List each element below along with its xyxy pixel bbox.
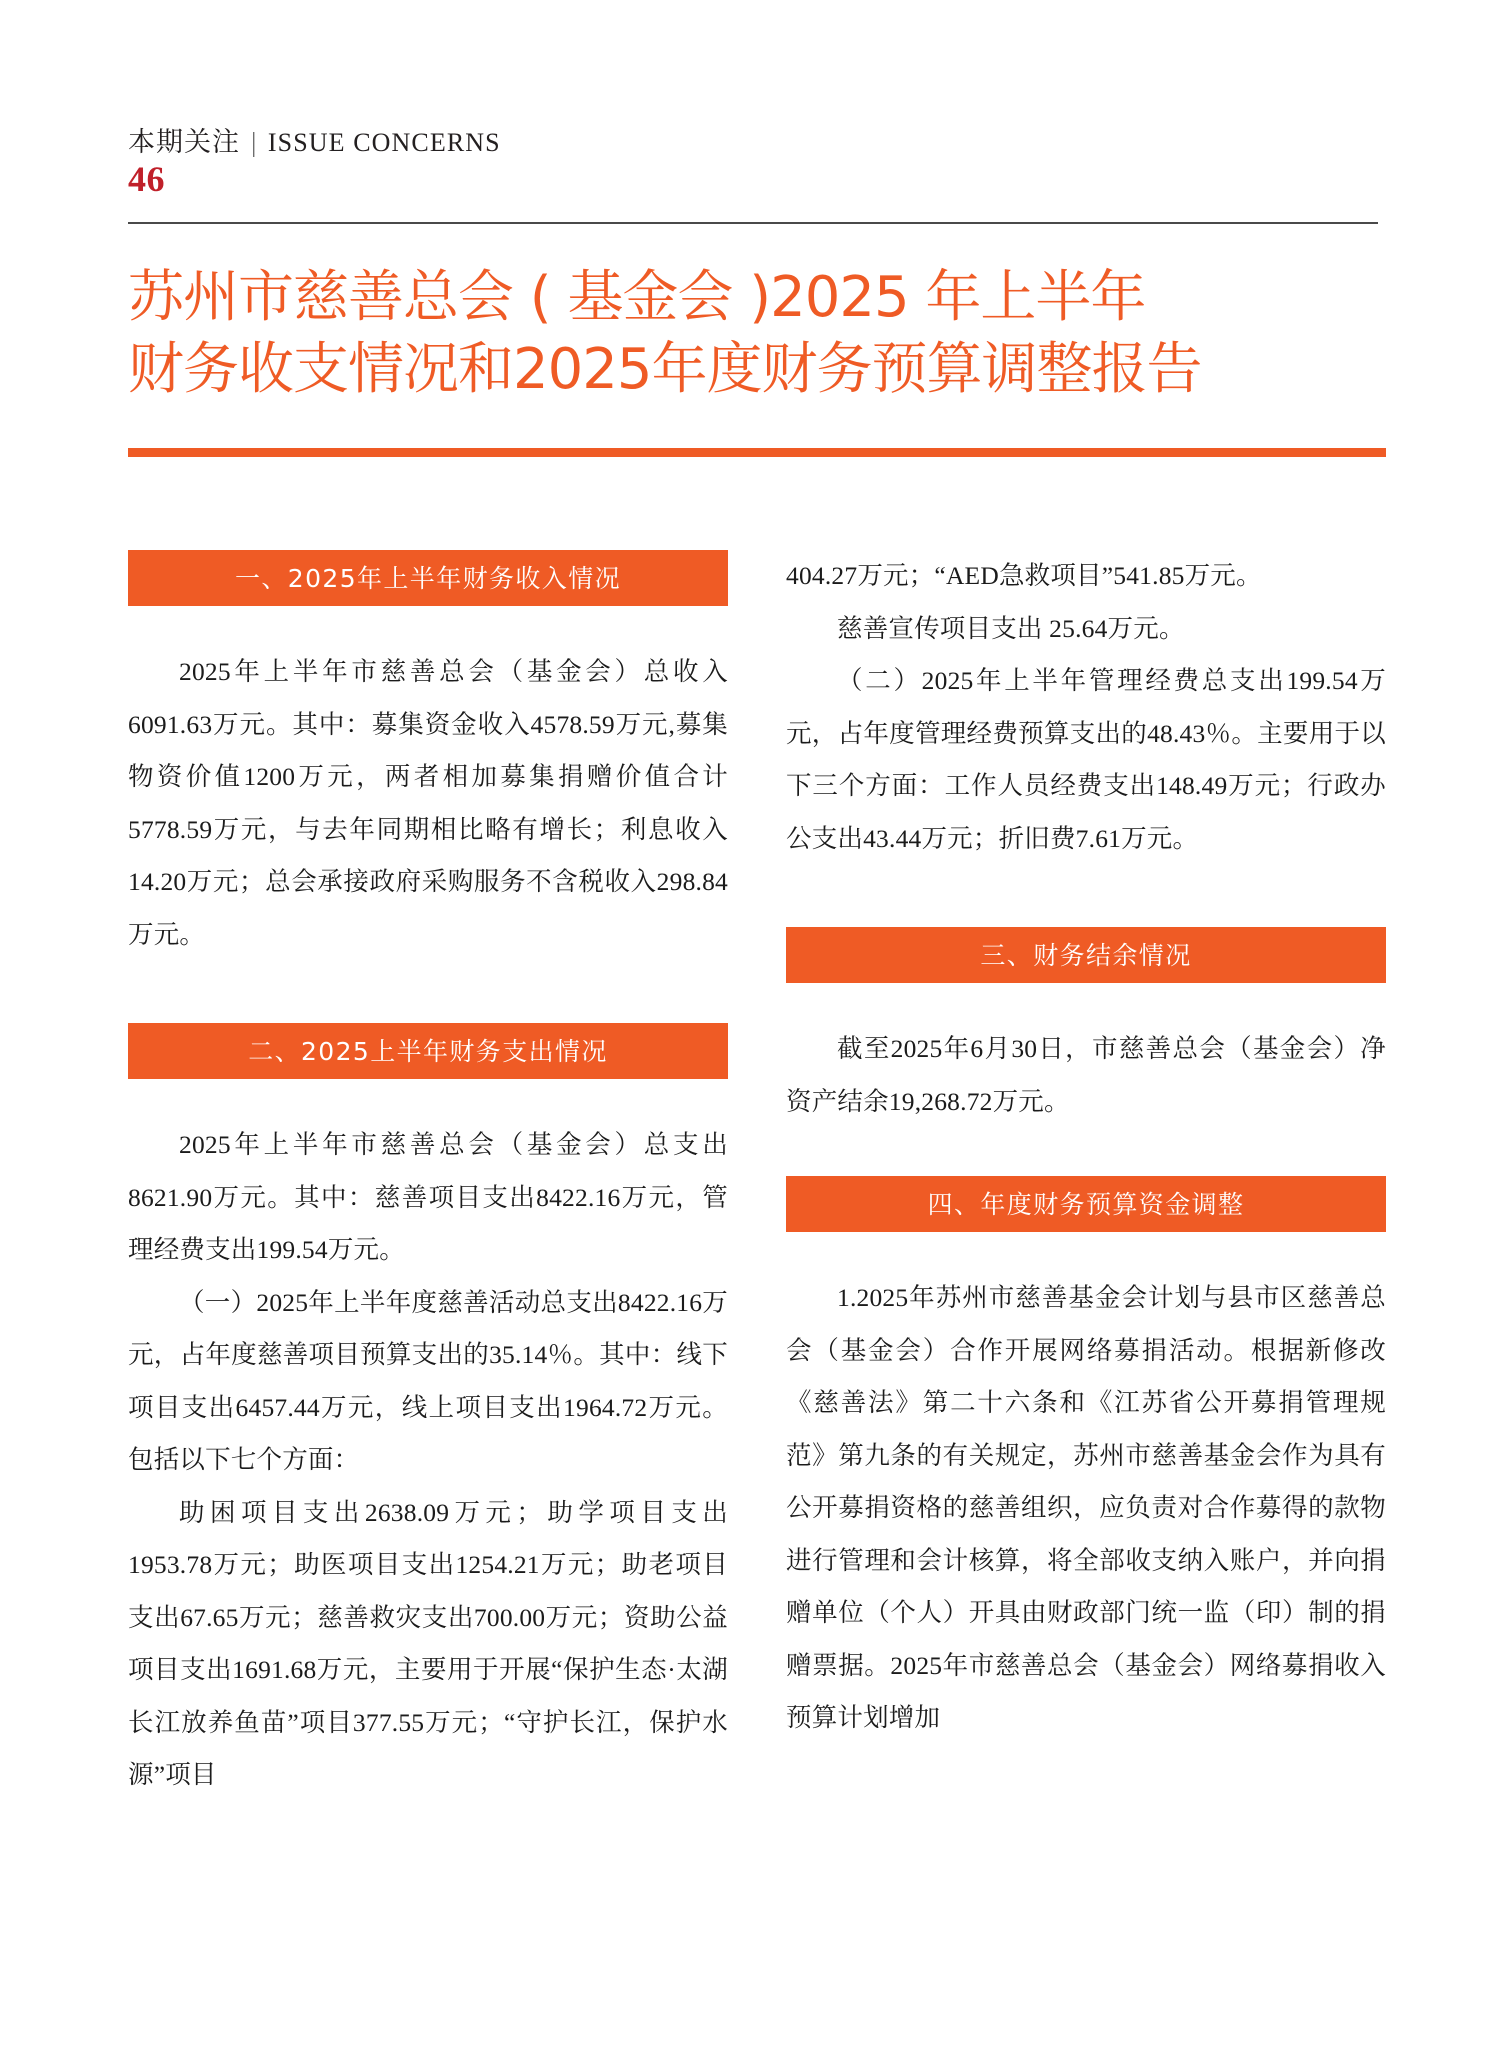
- article-title-line-1: 苏州市慈善总会 ( 基金会 )2025 年上半年: [128, 265, 1146, 330]
- running-head-english: ISSUE CONCERNS: [267, 128, 501, 157]
- right-paragraph-2: 慈善宣传项目支出 25.64万元。: [837, 613, 1185, 643]
- running-head-chinese: 本期关注: [128, 127, 240, 157]
- right-column: [786, 550, 1386, 1990]
- left-paragraph-3: （一）2025年上半年度慈善活动总支出8422.16万元，占年度慈善项目预算支出的35.14％。其中：线下项目支出6457.44万元，线上项目支出1964.72万元。包括以下七个方面：: [128, 1287, 728, 1475]
- section-heading-4: 四、年度财务预算资金调整: [786, 1176, 1386, 1232]
- section-heading-2: 二、2025上半年财务支出情况: [128, 1023, 728, 1079]
- right-paragraph-4: 截至2025年6月30日，市慈善总会（基金会）净资产结余19,268.72万元。: [786, 1034, 1386, 1116]
- left-column: [128, 550, 728, 1990]
- page-number: 46: [128, 159, 165, 199]
- section-heading-1: 一、2025年上半年财务收入情况: [128, 550, 728, 606]
- running-head-line: [128, 120, 1378, 159]
- left-paragraph-1: 2025年上半年市慈善总会（基金会）总收入6091.63万元。其中：募集资金收入4578.59万元,募集物资价值1200万元，两者相加募集捐赠价值合计5778.59万元，与去年同期相比略有增长；利息收入14.20万元；总会承接政府采购服务不含税收入298.84万元。: [128, 657, 728, 949]
- title-underline-bar: [128, 448, 1386, 457]
- right-paragraph-5: 1.2025年苏州市慈善基金会计划与县市区慈善总会（基金会）合作开展网络募捐活动。根据新修改《慈善法》第二十六条和《江苏省公开募捐管理规范》第九条的有关规定，苏州市慈善基金会作为具有公开募捐资格的慈善组织，应负责对合作募得的款物进行管理和会计核算，将全部收支纳入账户，并向捐赠单位（个人）开具由财政部门统一监（印）制的捐赠票据。2025年市慈善总会（基金会）网络募捐收入预算计划增加: [786, 1283, 1386, 1733]
- header-divider: [128, 222, 1378, 224]
- running-head-separator: |: [251, 127, 257, 157]
- article-body: [128, 550, 1386, 1990]
- left-paragraph-2: 2025年上半年市慈善总会（基金会）总支出8621.90万元。其中：慈善项目支出8422.16万元，管理经费支出199.54万元。: [128, 1130, 728, 1265]
- left-paragraph-4: 助困项目支出2638.09万元；助学项目支出1953.78万元；助医项目支出1254.21万元；助老项目支出67.65万元；慈善救灾支出700.00万元；资助公益项目支出1691.68万元，主要用于开展“保护生态·太湖长江放养鱼苗”项目377.55万元；“守护长江，保护水源”项目: [128, 1497, 728, 1790]
- section-heading-3: 三、财务结余情况: [786, 927, 1386, 983]
- article-title-line-2: 财务收支情况和2025年度财务预算调整报告: [128, 336, 1202, 402]
- right-paragraph-1: 404.27万元；“AED急救项目”541.85万元。: [786, 561, 1262, 590]
- article-title: [128, 262, 1388, 405]
- running-head: [128, 120, 1378, 199]
- right-paragraph-3: （二）2025年上半年管理经费总支出199.54万元，占年度管理经费预算支出的48.43％。主要用于以下三个方面：工作人员经费支出148.49万元；行政办公支出43.44万元；折旧费7.61万元。: [786, 666, 1386, 853]
